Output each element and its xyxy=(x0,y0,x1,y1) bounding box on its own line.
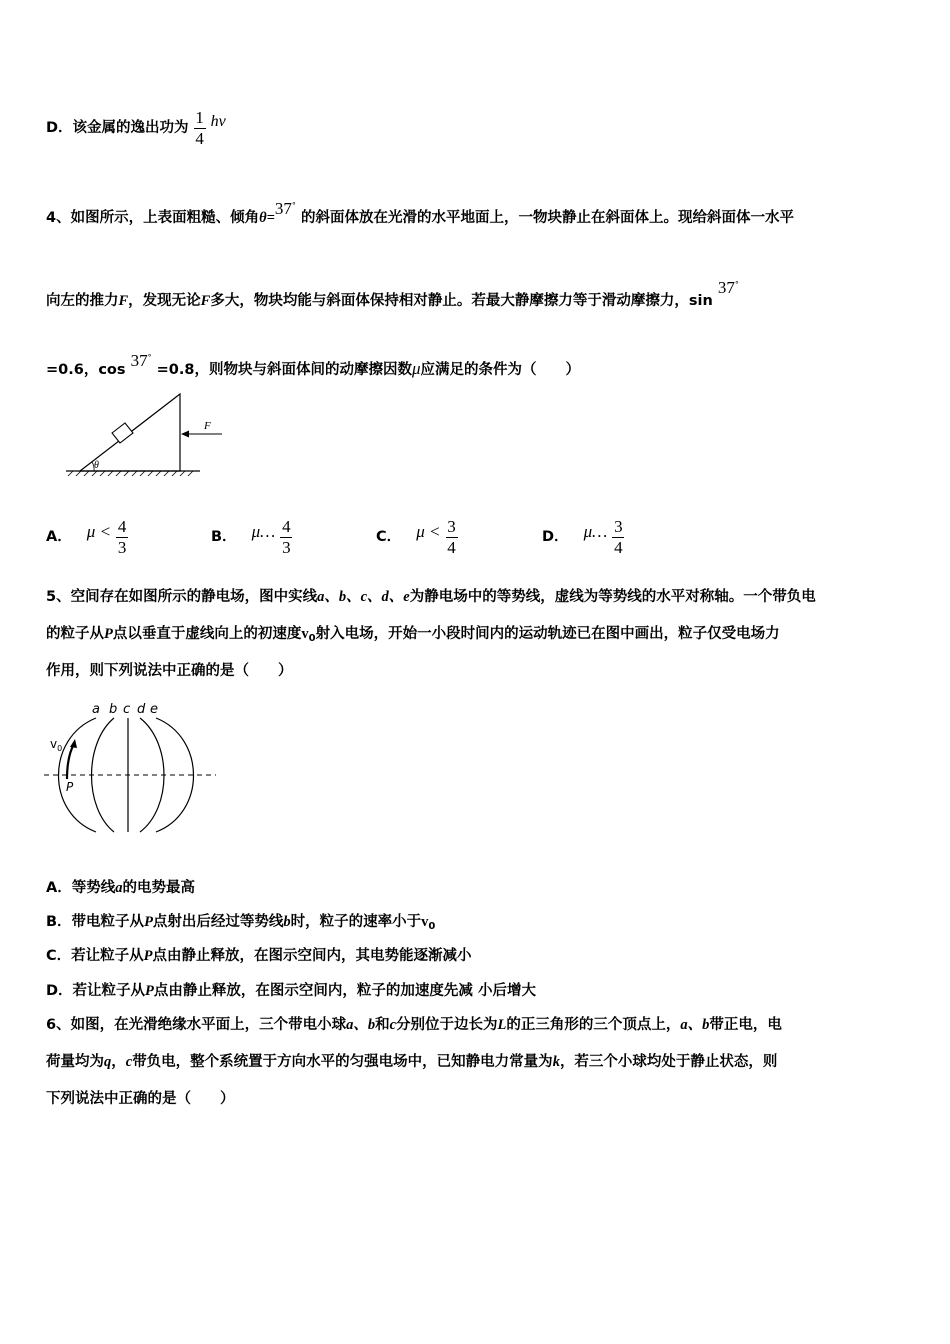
label-b: b xyxy=(109,702,118,717)
q6-stem-line3: 下列说法中正确的是（ ） xyxy=(46,1091,235,1107)
p-label: P xyxy=(66,780,74,794)
block xyxy=(112,423,133,443)
q4-option-b: B． μ… $\frac{4}{3}$ xyxy=(211,516,291,557)
q3-option-d: D．该金属的逸出功为 $\frac{1}{4}$ hν xyxy=(46,107,226,148)
q5-stem-line3: 作用，则下列说法中正确的是（ ） xyxy=(46,663,293,679)
fraction: $\frac{4}{3}$ xyxy=(117,516,127,557)
label-e: e xyxy=(150,702,158,717)
q4-stem-line1: 4、如图所示，上表面粗糙、倾角θ=37° 的斜面体放在光滑的水平地面上，一物块静止在斜面体上。现给斜面体一水平 xyxy=(46,199,794,226)
v0-label: $v_0$ xyxy=(50,737,63,753)
q5-option-b: B．带电粒子从P点射出后经过等势线b时，粒子的速率小于$v_0$ xyxy=(46,914,436,932)
q4-stem-line3: =0.6，cos 37° =0.8，则物块与斜面体间的动摩擦因数μ应满足的条件为（ ） xyxy=(46,351,581,378)
q4-option-c: C． μ < $\frac{3}{4}$ xyxy=(376,516,456,557)
incline-figure xyxy=(60,388,230,483)
q5-option-c: C．若让粒子从P点由静止释放，在图示空间内，其电势能逐渐减小 xyxy=(46,948,472,964)
q6-stem-line2: 荷量均为q，c带负电，整个系统置于方向水平的匀强电场中，已知静电力常量为k，若三个小球均处于静止状态，则 xyxy=(46,1054,778,1070)
field-figure xyxy=(40,698,220,838)
q4-option-d: D． μ… $\frac{3}{4}$ xyxy=(542,516,623,557)
ground-hatch xyxy=(68,471,193,476)
q4-stem-line2: 向左的推力F，发现无论F多大，物块均能与斜面体保持相对静止。若最大静摩擦力等于滑动摩擦力，sin 37° xyxy=(46,278,739,309)
label-c: c xyxy=(123,702,131,717)
label-d: d xyxy=(137,702,146,717)
q5-option-a: A．等势线a的电势最高 xyxy=(46,880,195,896)
q5-stem-line1: 5、空间存在如图所示的静电场，图中实线a、b、c、d、e为静电场中的等势线，虚线为等势线的水平对称轴。一个带负电 xyxy=(46,589,816,605)
fraction: $\frac{4}{3}$ xyxy=(282,516,291,557)
fraction: $\frac{3}{4}$ xyxy=(447,516,456,557)
q5-option-d: D．若让粒子从P点由静止释放，在图示空间内，粒子的加速度先减 小后增大 xyxy=(46,983,536,999)
q5-stem-line2: 的粒子从P点以垂直于虚线向上的初速度$v_0$射入电场，开始一小段时间内的运动轨迹已在图中画出，粒子仅受电场力 xyxy=(46,626,780,644)
trajectory xyxy=(67,744,74,779)
trajectory-arrow-icon xyxy=(70,739,77,748)
force-label: F xyxy=(204,420,211,432)
fraction: $\frac{3}{4}$ xyxy=(614,516,623,557)
q6-stem-line1: 6、如图，在光滑绝缘水平面上，三个带电小球a、b和c分别位于边长为L的正三角形的三个顶点上，a、b带正电，电 xyxy=(46,1017,782,1033)
label-a: a xyxy=(92,702,100,717)
q4-option-a: A． μ < $\frac{4}{3}$ xyxy=(46,516,127,557)
fraction: $\frac{1}{4}$ xyxy=(195,107,204,148)
force-arrow-icon xyxy=(181,431,189,438)
theta-label: θ xyxy=(94,460,99,471)
